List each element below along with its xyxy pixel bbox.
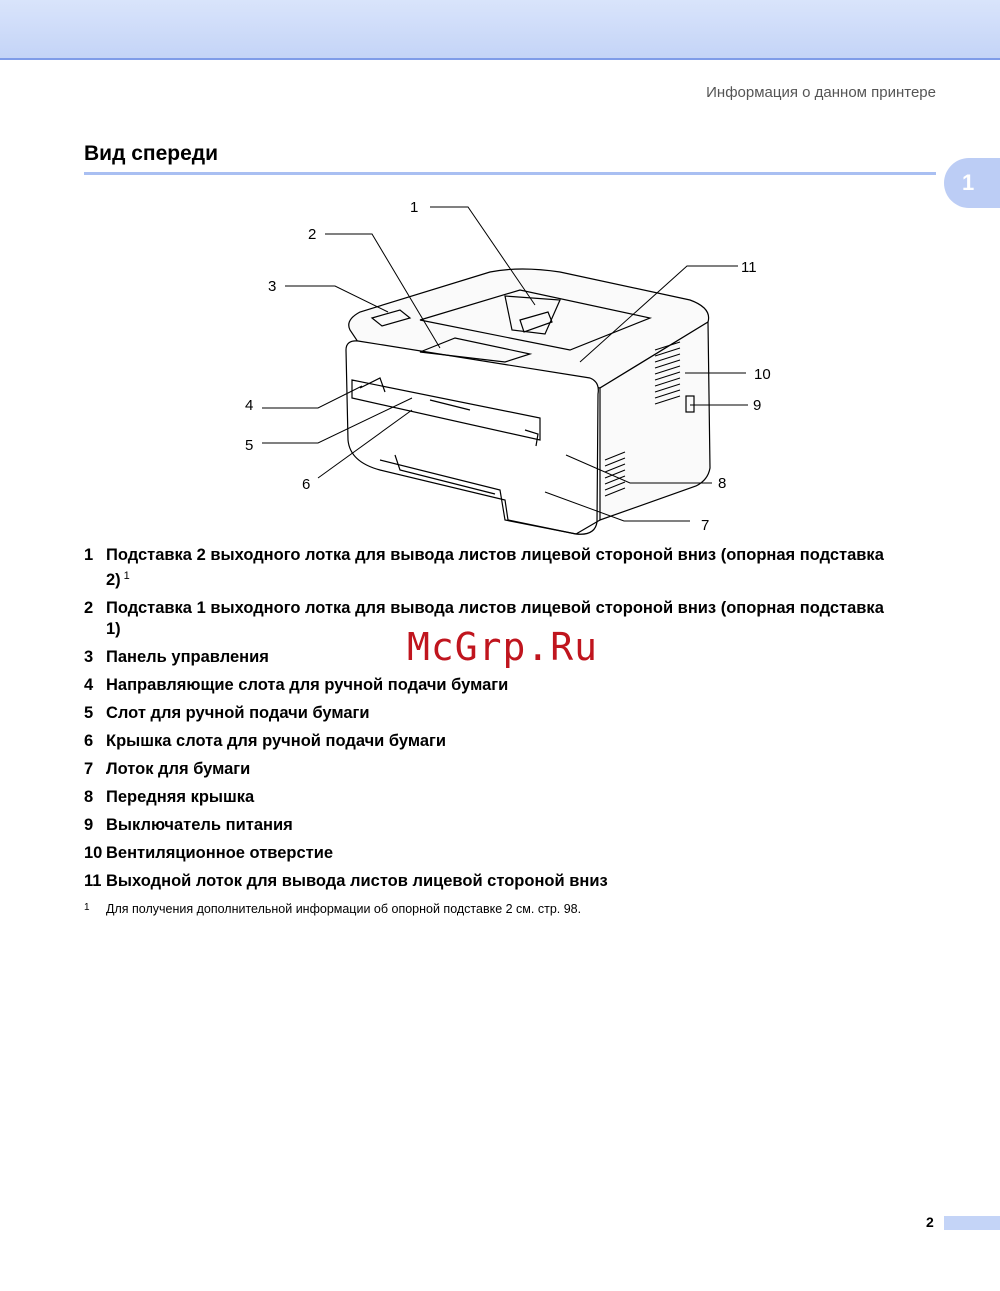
callout-5: 5 <box>245 437 254 454</box>
list-item <box>84 843 884 864</box>
item-number: 11 <box>84 872 102 890</box>
item-number: 8 <box>84 788 94 806</box>
chapter-tab: 1 <box>944 158 1000 208</box>
page-tab <box>944 1216 1000 1230</box>
item-text: Панель управления <box>106 648 269 666</box>
item-number: 1 <box>84 546 94 564</box>
item-number: 9 <box>84 816 94 834</box>
callout-8: 8 <box>718 475 727 492</box>
running-header: Информация о данном принтере <box>706 84 936 101</box>
item-number: 5 <box>84 704 94 722</box>
footnote-number: 1 <box>84 902 90 913</box>
item-number: 7 <box>84 760 94 778</box>
callout-4: 4 <box>245 397 254 414</box>
item-text: Вентиляционное отверстие <box>106 844 334 862</box>
footnote-ref: 1 <box>123 570 130 582</box>
item-number: 10 <box>84 844 103 862</box>
list-item <box>84 731 884 752</box>
footnote <box>84 902 581 916</box>
printer-figure <box>0 0 1000 540</box>
callout-9: 9 <box>753 397 762 414</box>
footnote-text: Для получения дополнительной информации об опорной подставке 2 см. стр. 98. <box>106 902 582 916</box>
callout-2: 2 <box>308 226 317 243</box>
item-number: 6 <box>84 732 94 750</box>
page-number: 2 <box>926 1214 934 1230</box>
callout-1: 1 <box>410 199 419 216</box>
item-text: Лоток для бумаги <box>106 760 251 778</box>
item-text: Передняя крышка <box>106 788 255 806</box>
watermark: McGrp.Ru <box>407 625 599 669</box>
callout-10: 10 <box>754 366 771 383</box>
list-item <box>84 787 884 808</box>
item-text: Слот для ручной подачи бумаги <box>106 704 370 722</box>
callout-6: 6 <box>302 476 311 493</box>
item-number: 4 <box>84 676 94 694</box>
list-item <box>84 759 884 780</box>
list-item <box>84 871 884 892</box>
callout-11: 11 <box>741 259 757 276</box>
item-text: Выключатель питания <box>106 816 293 834</box>
item-text: Направляющие слота для ручной подачи бумаги <box>106 676 509 694</box>
item-text: Подставка 2 выходного лотка для вывода листов лицевой стороной вниз (опорная подставка 2) $^1$ <box>106 546 884 589</box>
list-item <box>84 815 884 836</box>
section-title: Вид спереди <box>84 142 219 165</box>
list-item <box>84 703 884 724</box>
callout-7: 7 <box>701 517 710 534</box>
parts-list <box>84 545 884 899</box>
item-text: Выходной лоток для вывода листов лицевой стороной вниз <box>106 872 608 890</box>
list-item <box>84 545 884 591</box>
list-item <box>84 675 884 696</box>
item-text: Крышка слота для ручной подачи бумаги <box>106 732 447 750</box>
item-number: 2 <box>84 599 94 617</box>
item-number: 3 <box>84 648 94 666</box>
item-text: Подставка 1 выходного лотка для вывода листов лицевой стороной вниз (опорная подставка 1) <box>106 599 884 638</box>
callout-3: 3 <box>268 278 277 295</box>
